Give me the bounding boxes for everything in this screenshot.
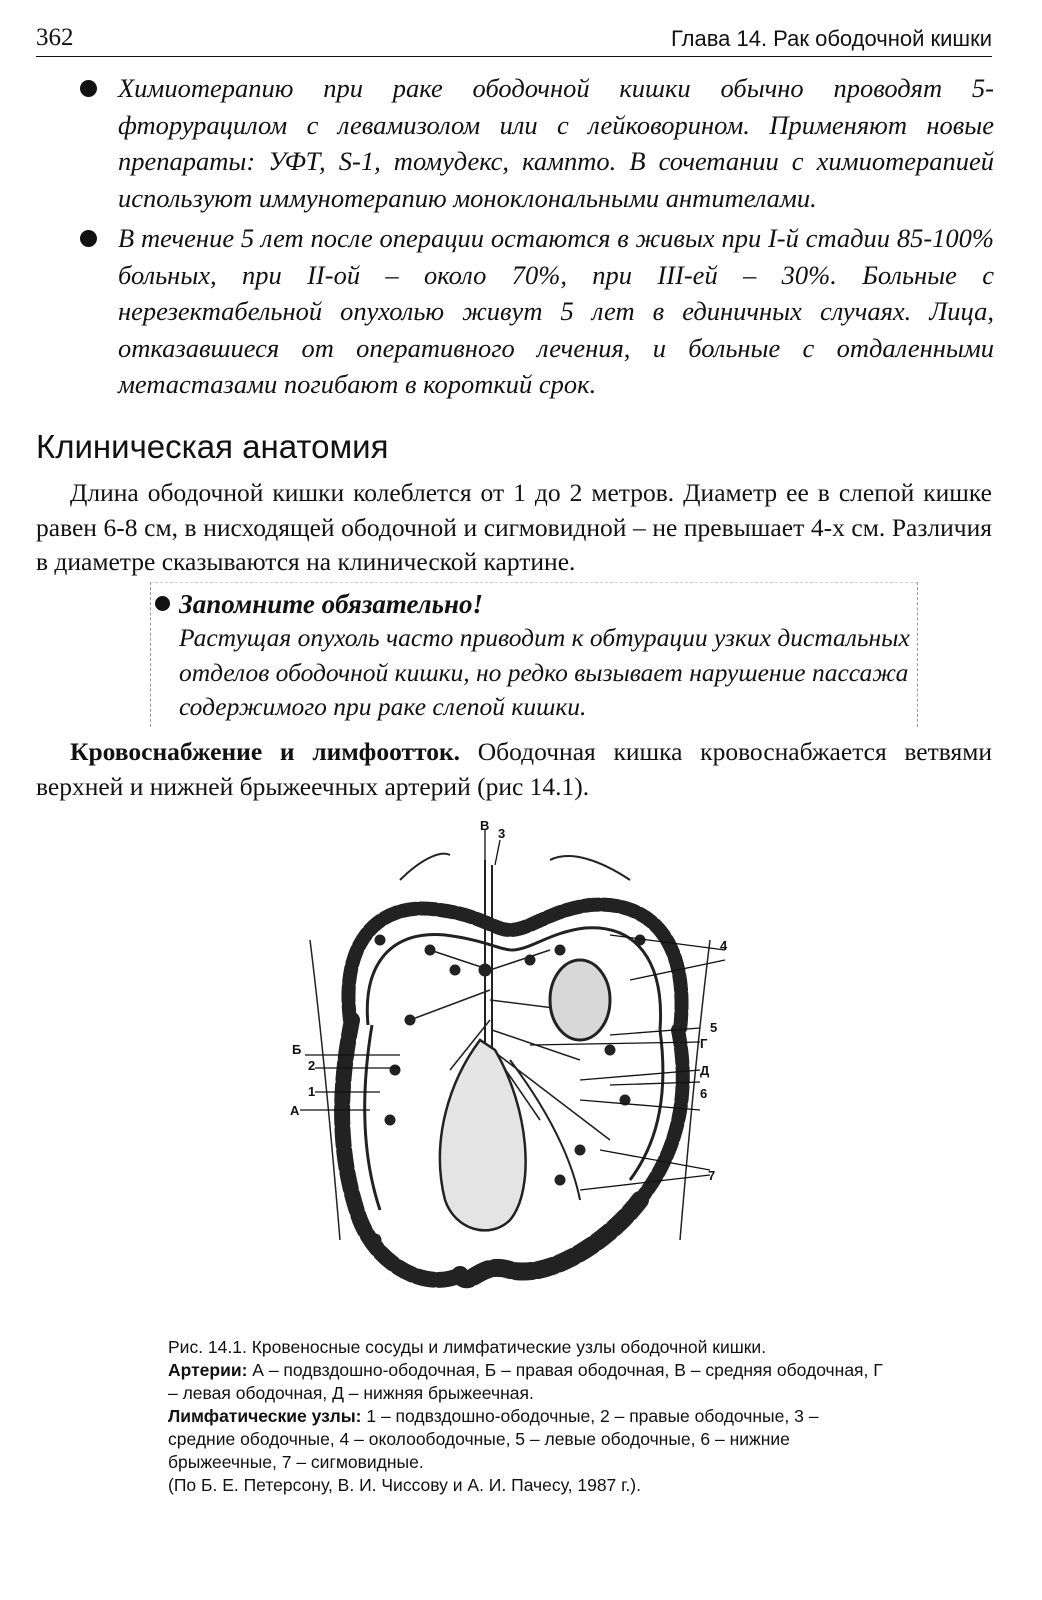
bullet-text: В течение 5 лет после операции остаются в живых при I-й стадии 85-100% больных, при II-ой – около 70%, при III-ей – 30%. Больные с нерезектабельной опухолью живут 5 лет в единичных случаях. Лица, отказавшиеся от оперативного лечения, и больные с отдаленными метастазами погибают в короткий срок. — [118, 223, 994, 399]
bullet-icon — [80, 80, 97, 97]
bullet-text: Химиотерапию при раке ободочной кишки обычно проводят 5-фторурацилом с левамизолом или с лейковорином. Применяют новые препараты: УФТ, S-1, томудекс, кампто. В сочетании с химиотерапией используют иммунотерапию моноклональными антителами. — [118, 73, 994, 213]
caption-nodes-head: Лимфатические узлы: — [168, 1406, 362, 1426]
anatomy-paragraph: Длина ободочной кишки колеблется от 1 до 2 метров. Диаметр ее в слепой кишке равен 6-8 см, в нисходящей ободочной и сигмовидной – не превышает 4-х см. Различия в диаметре сказываются на клинической картине. — [36, 478, 992, 576]
chapter-title: Глава 14. Рак ободочной кишки — [670, 26, 992, 51]
figure-label-d: Д — [700, 1063, 710, 1078]
bullet-icon — [155, 596, 170, 611]
colon-anatomy-figure — [280, 820, 740, 1320]
figure-label-5: 5 — [710, 1020, 718, 1035]
bullet-survival — [78, 220, 994, 403]
caption-title: Рис. 14.1. Кровеносные сосуды и лимфатические узлы ободочной кишки. — [168, 1337, 767, 1357]
figure-label-6: 6 — [700, 1086, 708, 1101]
bullet-icon — [80, 230, 97, 247]
figure-label-7: 7 — [708, 1168, 716, 1183]
blood-supply-heading: Кровоснабжение и лимфоотток. — [70, 737, 461, 766]
figure-label-v: В — [480, 820, 490, 833]
figure-label-1: 1 — [308, 1084, 316, 1099]
figure-label-a: А — [290, 1103, 300, 1118]
caption-arteries — [168, 1359, 888, 1405]
running-header — [36, 22, 992, 57]
colon-illustration — [300, 830, 725, 1280]
remember-note — [150, 582, 918, 727]
figure-label-3: 3 — [498, 826, 506, 841]
caption-arteries-head: Артерии: — [168, 1360, 248, 1380]
page-number: 362 — [36, 24, 74, 51]
caption-arteries-text: А – подвздошно-ободочная, Б – правая ободочная, В – средняя ободочная, Г – левая ободочная, Д – нижняя брыжеечная. — [168, 1360, 883, 1403]
figure-caption — [168, 1336, 888, 1497]
figure-label-b: Б — [292, 1042, 302, 1057]
figure-label-2: 2 — [308, 1058, 316, 1073]
blood-supply-paragraph — [36, 735, 992, 804]
note-text: Растущая опухоль часто приводит к обтурации узких дистальных отделов ободочной кишки, но редко вызывает нарушение пассажа содержимого при раке слепой кишки. — [179, 623, 910, 721]
note-title-text: Запомните обязательно! — [179, 589, 484, 619]
figure-label-g: Г — [700, 1036, 708, 1051]
caption-nodes — [168, 1405, 888, 1474]
figure-label-4: 4 — [720, 938, 728, 953]
blood-supply-text: Ободочная кишка кровоснабжается ветвями верхней и нижней брыжеечных артерий (рис 14.1). — [36, 737, 992, 801]
bullet-list — [78, 70, 994, 407]
caption-nodes-text: 1 – подвздошно-ободочные, 2 – правые ободочные, 3 – средние ободочные, 4 – околоободочные, 5 – левые ободочные, 6 – нижние брыжеечные, 7 – сигмовидные. — [168, 1406, 819, 1472]
bullet-chemotherapy — [78, 70, 994, 216]
caption-source: (По Б. Е. Петерсону, В. И. Чиссову и А. И. Пачесу, 1987 г.). — [168, 1475, 641, 1495]
section-title: Клиническая анатомия — [36, 428, 389, 465]
note-title — [179, 587, 915, 621]
